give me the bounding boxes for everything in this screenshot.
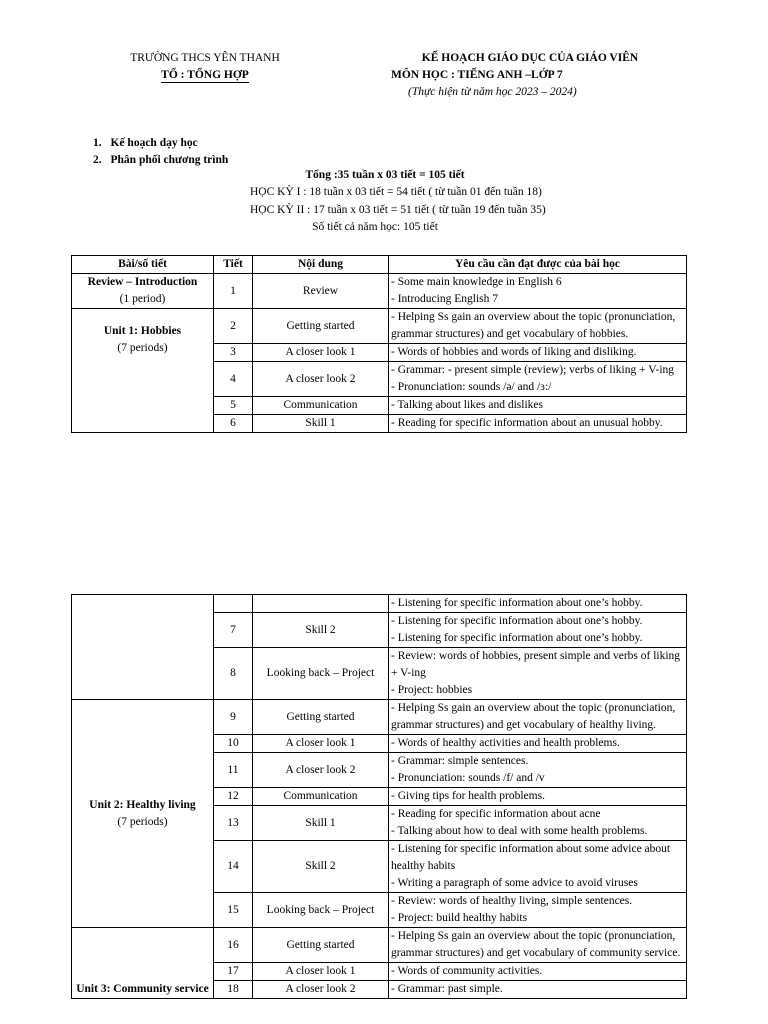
period-cell: 15 [214, 893, 253, 928]
period-cell: 12 [214, 788, 253, 806]
plan-title: KẾ HOẠCH GIÁO DỤC CỦA GIÁO VIÊN [421, 52, 639, 64]
period-cell: 1 [214, 274, 253, 309]
requirement-line: - Reading for specific information about acne [391, 808, 601, 820]
requirement-cell [389, 362, 687, 397]
col-header-period: Tiết [214, 256, 253, 274]
unit-cell-unit3 [72, 928, 214, 999]
program-table-page1 [71, 255, 687, 433]
unit-cell-unit2 [72, 700, 214, 928]
school-year: (Thực hiện từ năm học 2023 – 2024) [408, 86, 577, 98]
requirement-line: - Pronunciation: sounds /ə/ and /ɜ:/ [391, 381, 552, 393]
requirement-cell [389, 788, 687, 806]
content-cell: Review [253, 274, 389, 309]
table-row [72, 700, 687, 735]
period-cell: 11 [214, 753, 253, 788]
col-header-content: Nội dung [253, 256, 389, 274]
period-cell: 14 [214, 841, 253, 893]
period-cell: 8 [214, 648, 253, 700]
period-cell: 7 [214, 613, 253, 648]
unit-periods: (7 periods) [117, 815, 168, 828]
period-cell: 16 [214, 928, 253, 963]
requirement-line: - Grammar: simple sentences. [391, 755, 529, 767]
content-cell: Skill 1 [253, 415, 389, 433]
requirement-line: - Writing a paragraph of some advice to avoid viruses [391, 877, 638, 889]
requirement-line: - Grammar: - present simple (review); verbs of liking + V-ing [391, 364, 675, 376]
content-cell: A closer look 1 [253, 735, 389, 753]
content-cell: A closer look 2 [253, 753, 389, 788]
unit-cell-unit1 [72, 309, 214, 433]
requirement-line: - Project: hobbies [391, 684, 473, 696]
unit-cell-unit1-cont [72, 595, 214, 700]
requirement-line: - Words of hobbies and words of liking and disliking. [391, 346, 637, 358]
section-1 [93, 137, 198, 149]
unit-periods: (7 periods) [117, 342, 168, 354]
requirement-line: - Review: words of healthy living, simple sentences. [391, 895, 633, 907]
content-cell: A closer look 1 [253, 344, 389, 362]
period-cell: 18 [214, 981, 253, 999]
period-cell: 9 [214, 700, 253, 735]
table-row [72, 309, 687, 344]
summary-term1: HỌC KỲ I : 18 tuần x 03 tiết = 54 tiết ( từ tuần 01 đến tuần 18) [250, 186, 542, 198]
content-cell: A closer look 1 [253, 963, 389, 981]
content-cell: Skill 1 [253, 806, 389, 841]
requirement-cell [389, 613, 687, 648]
content-cell [253, 595, 389, 613]
period-cell: 10 [214, 735, 253, 753]
requirement-line: - Words of community activities. [391, 965, 543, 977]
content-cell: Communication [253, 397, 389, 415]
school-name: TRƯỜNG THCS YÊN THANH [130, 52, 280, 64]
group-name-text: TỔ : TỔNG HỢP [161, 69, 249, 81]
table-row [72, 595, 687, 613]
content-cell: Getting started [253, 700, 389, 735]
period-cell: 2 [214, 309, 253, 344]
requirement-cell [389, 893, 687, 928]
content-cell: Looking back – Project [253, 893, 389, 928]
col-header-requirements: Yêu cầu cần đạt được của bài học [389, 256, 687, 274]
unit-cell-review [72, 274, 214, 309]
section-1-num: 1. [93, 137, 102, 149]
period-cell: 3 [214, 344, 253, 362]
requirement-cell [389, 397, 687, 415]
period-cell [214, 595, 253, 613]
section-1-label: Kế hoạch dạy học [110, 137, 198, 149]
content-cell: A closer look 2 [253, 981, 389, 999]
requirement-cell [389, 648, 687, 700]
requirement-line: - Pronunciation: sounds /f/ and /v [391, 772, 545, 784]
requirement-cell [389, 415, 687, 433]
period-cell: 4 [214, 362, 253, 397]
requirement-line: - Helping Ss gain an overview about the topic (pronunciation, grammar structures) and get vocabulary of hobbies. [391, 311, 676, 340]
requirement-cell [389, 700, 687, 735]
requirement-line: - Helping Ss gain an overview about the topic (pronunciation, grammar structures) and get vocabulary of community service. [391, 930, 681, 959]
requirement-cell [389, 274, 687, 309]
period-cell: 5 [214, 397, 253, 415]
content-cell: Skill 2 [253, 841, 389, 893]
summary-total: Tổng :35 tuần x 03 tiết = 105 tiết [305, 169, 465, 181]
section-2-num: 2. [93, 154, 102, 166]
content-cell: Getting started [253, 309, 389, 344]
requirement-line: - Listening for specific information about one’s hobby. [391, 632, 643, 644]
unit-name: Unit 1: Hobbies [103, 325, 182, 337]
unit-name: Unit 3: Community service [76, 983, 209, 995]
col-header-lesson: Bài/số tiết [72, 256, 214, 274]
summary-year: Số tiết cả năm học: 105 tiết [312, 221, 438, 233]
requirement-cell [389, 735, 687, 753]
requirement-line: - Introducing English 7 [391, 293, 498, 305]
period-cell: 17 [214, 963, 253, 981]
period-cell: 6 [214, 415, 253, 433]
requirement-cell [389, 963, 687, 981]
content-cell: Getting started [253, 928, 389, 963]
requirement-line: - Helping Ss gain an overview about the topic (pronunciation, grammar structures) and get vocabulary of healthy living. [391, 702, 676, 731]
requirement-line: - Giving tips for health problems. [391, 790, 545, 802]
summary-term2: HỌC KỲ II : 17 tuần x 03 tiết = 51 tiết ( từ tuần 19 đến tuần 35) [250, 204, 546, 216]
table-row [72, 928, 687, 963]
subject-title: MÔN HỌC : TIẾNG ANH –LỚP 7 [391, 69, 563, 81]
group-name [100, 69, 310, 81]
requirement-cell [389, 753, 687, 788]
content-cell: Looking back – Project [253, 648, 389, 700]
requirement-cell [389, 309, 687, 344]
requirement-line: - Some main knowledge in English 6 [391, 276, 562, 288]
requirement-line: - Talking about how to deal with some health problems. [391, 825, 648, 837]
table-row [72, 274, 687, 309]
section-2-label: Phân phối chương trình [110, 154, 229, 166]
requirement-line: - Listening for specific information about some advice about healthy habits [391, 843, 671, 872]
period-cell: 13 [214, 806, 253, 841]
requirement-cell [389, 981, 687, 999]
requirement-line: - Grammar: past simple. [391, 983, 503, 995]
table-header-row [72, 256, 687, 274]
unit-name: Review – Introduction [87, 276, 198, 288]
section-2 [93, 154, 228, 166]
requirement-line: - Listening for specific information about one’s hobby. [391, 597, 643, 609]
requirement-line: - Listening for specific information about one’s hobby. [391, 615, 643, 627]
requirement-cell [389, 344, 687, 362]
requirement-cell [389, 928, 687, 963]
unit-name: Unit 2: Healthy living [89, 798, 196, 811]
content-cell: A closer look 2 [253, 362, 389, 397]
requirement-line: - Project: build healthy habits [391, 912, 528, 924]
content-cell: Skill 2 [253, 613, 389, 648]
requirement-cell [389, 806, 687, 841]
requirement-line: - Words of healthy activities and health problems. [391, 737, 620, 749]
requirement-line: - Reading for specific information about an unusual hobby. [391, 417, 663, 429]
requirement-cell [389, 841, 687, 893]
program-table-page2 [71, 594, 687, 999]
content-cell: Communication [253, 788, 389, 806]
requirement-line: - Talking about likes and dislikes [391, 399, 543, 411]
unit-periods: (1 period) [119, 293, 166, 305]
requirement-cell [389, 595, 687, 613]
requirement-line: - Review: words of hobbies, present simple and verbs of liking + V-ing [391, 650, 681, 679]
